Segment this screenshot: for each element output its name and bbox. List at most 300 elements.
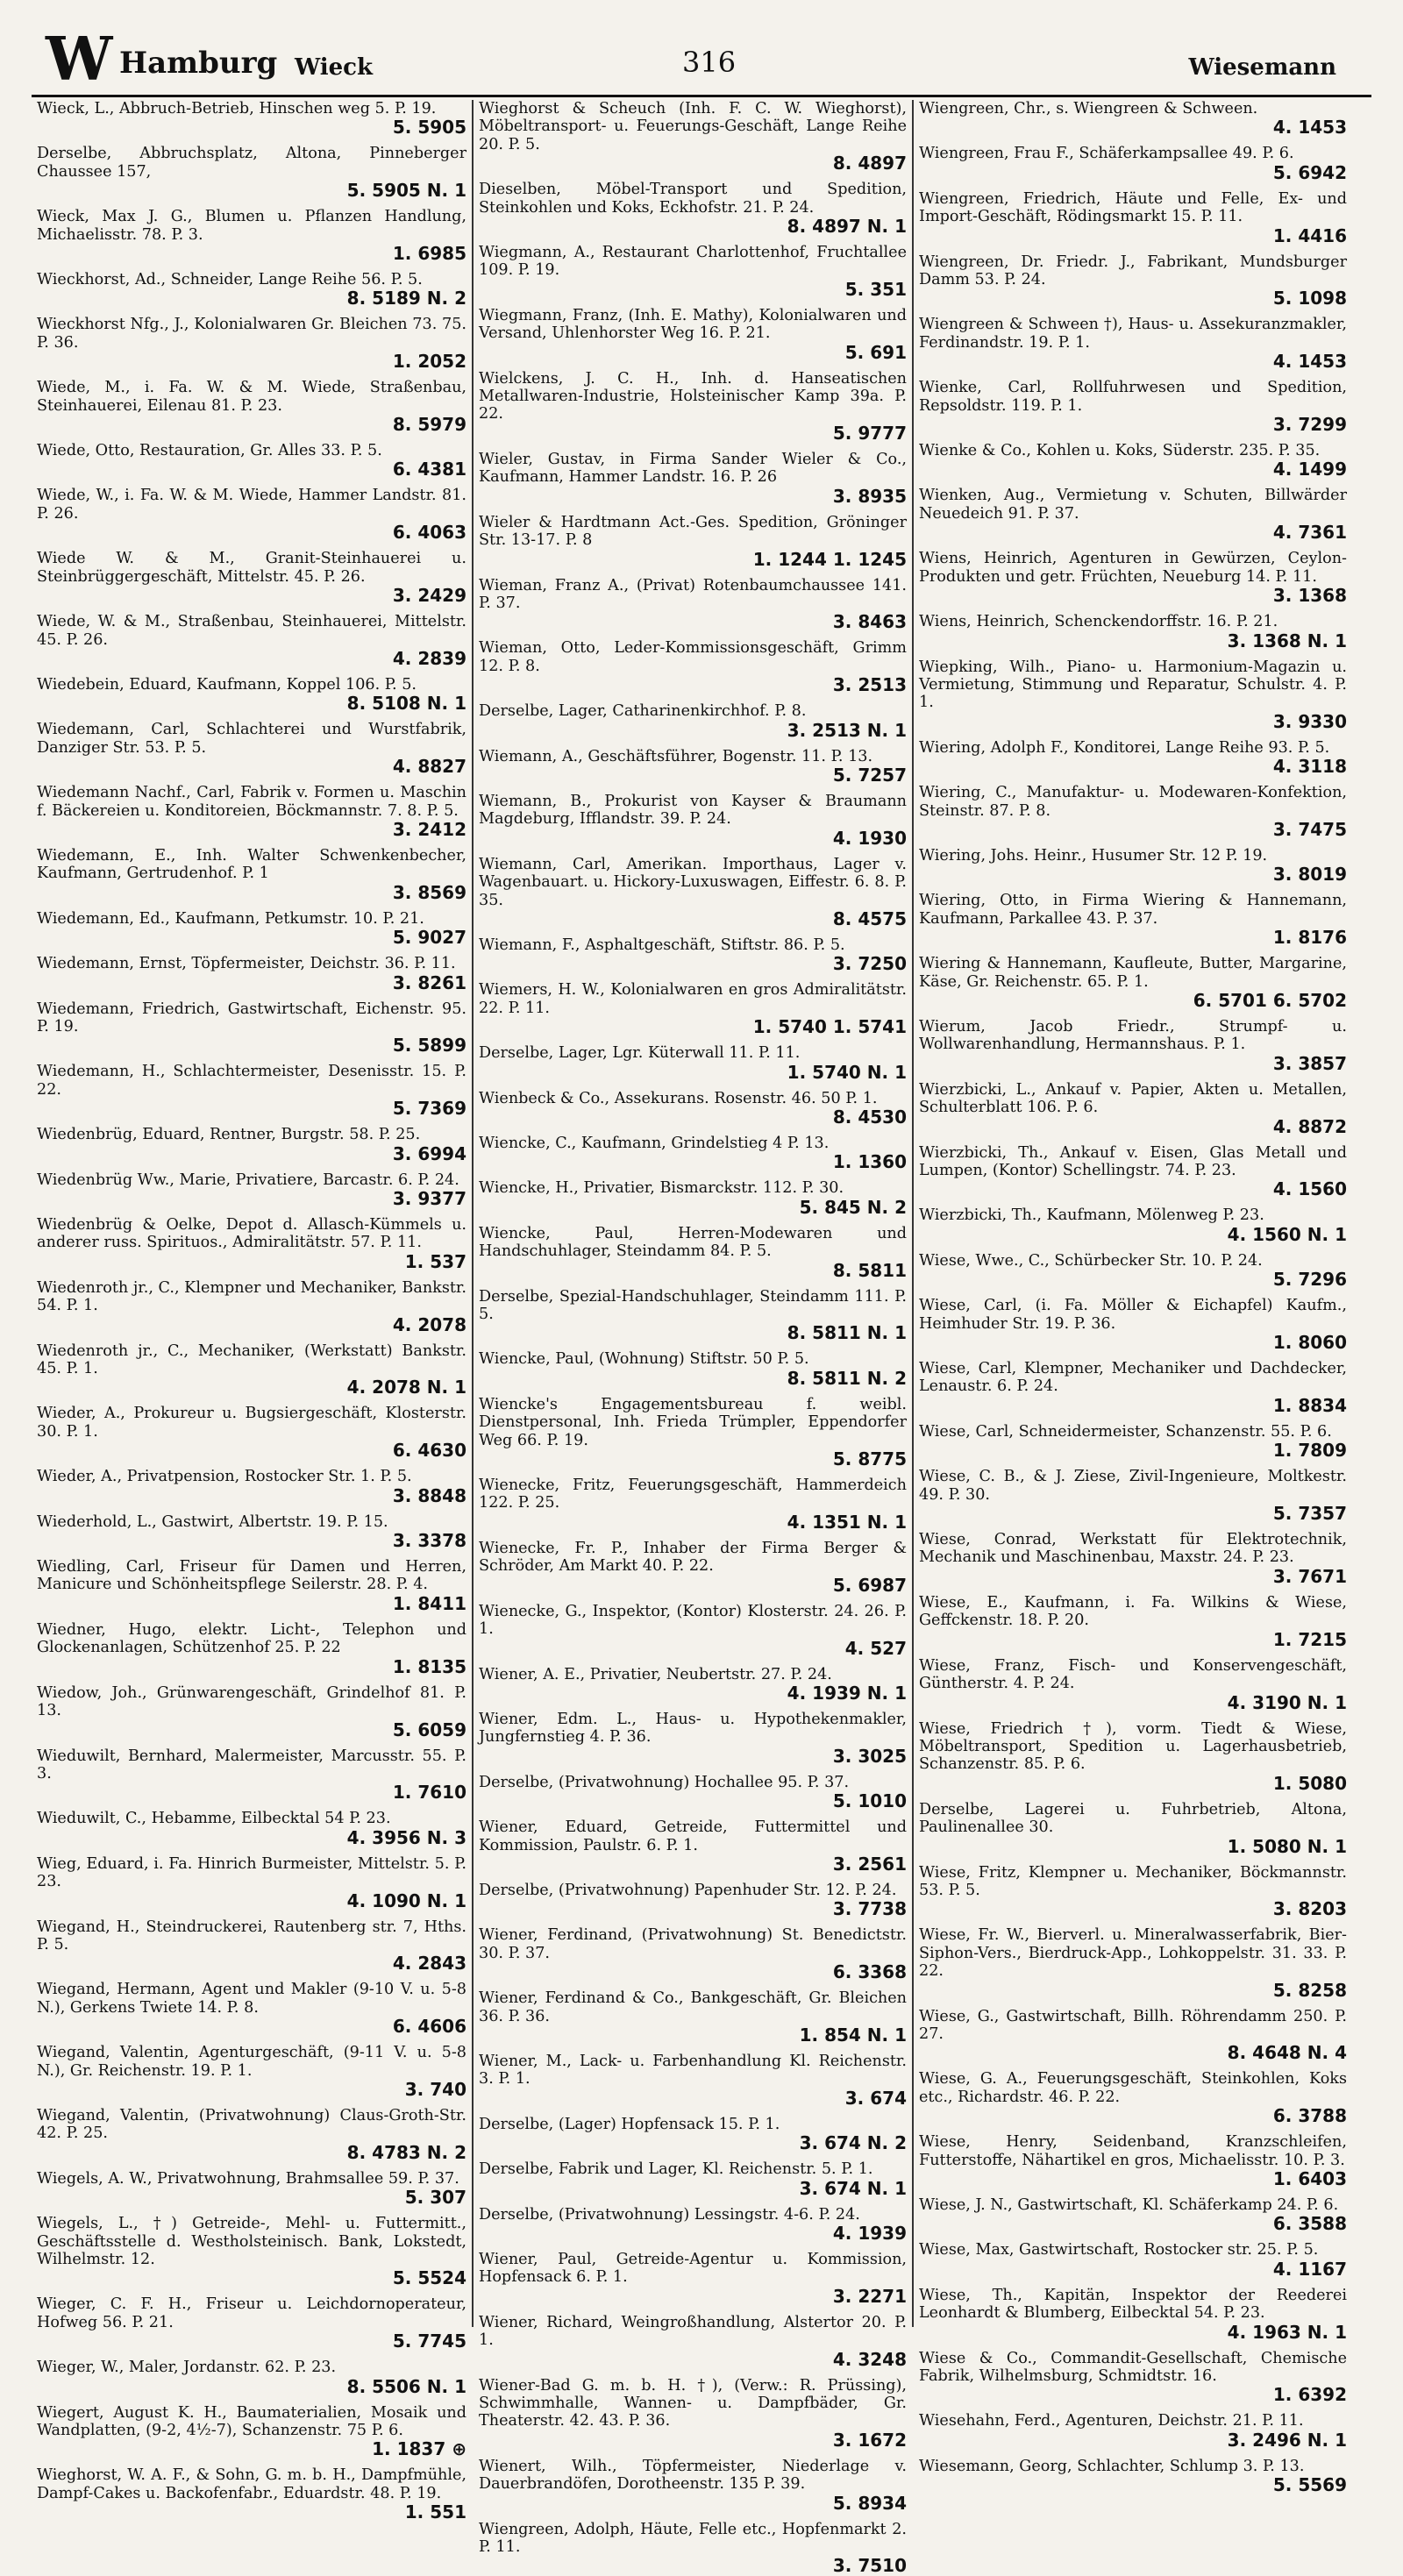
entry-phone-number: 1. 1244 1. 1245: [752, 548, 907, 570]
entry-text: Wiering, Johs. Heinr., Husumer Str. 12 P. 19.: [919, 846, 1268, 865]
entry-text: Wieg, Eduard, i. Fa. Hinrich Burmeister, Mittelstr. 5. P. 23.: [37, 1854, 466, 1891]
directory-entry: [919, 190, 1347, 246]
entry-text: Wieder, A., Prokureur u. Bugsiergeschäft, Klosterstr. 30. P. 1.: [37, 1405, 466, 1441]
entry-text: Wieghorst, W. A. F., & Sohn, G. m. b. H., Dampfmühle, Dampf-Cakes u. Backofenfabr., Eduardstr. 48. P. 19.: [37, 2466, 466, 2502]
directory-entry: [37, 379, 466, 435]
entry-text: Wieck, L., Abbruch-Betrieb, Hinschen weg 5. P. 19.: [37, 100, 437, 117]
directory-entry: [919, 379, 1347, 435]
directory-entry: [37, 1468, 466, 1505]
entry-phone-number: 6. 3368: [832, 1961, 907, 1983]
entry-phone-number: 5. 9777: [832, 422, 907, 444]
directory-entry: [919, 1206, 1347, 1244]
directory-entry: [37, 2295, 466, 2352]
directory-entry: [919, 145, 1347, 182]
entry-phone-number: 6. 4063: [392, 522, 466, 544]
entry-text: Wienke, Carl, Rollfuhrwesen und Spedition, Repsoldstr. 119. P. 1.: [919, 379, 1347, 415]
directory-entry: [479, 1711, 907, 1767]
entry-text: Wieck, Max J. G., Blumen u. Pflanzen Handlung, Michaelisstr. 78. P. 3.: [37, 208, 466, 244]
entry-phone-number: 4. 1930: [832, 827, 907, 849]
entry-text: Wiegand, H., Steindruckerei, Rautenberg str. 7, Hths. P. 5.: [37, 1918, 466, 1953]
entry-text: Wieman, Franz A., (Privat) Rotenbaumchaussee 141. P. 37.: [479, 576, 907, 612]
directory-entry: [479, 1818, 907, 1875]
entry-text: Wiener, A. E., Privatier, Neubertstr. 27. P. 24.: [479, 1665, 832, 1683]
section-letter: W: [46, 25, 113, 95]
entry-phone-number: 8. 4575: [832, 907, 907, 929]
entry-text: Wiegels, L., †) Getreide-, Mehl- u. Futtermitt., Geschäftsstelle d. Westholsteinisch. Bank, Lokstedt, Wilhelmstr. 12.: [37, 2215, 466, 2268]
entry-phone-number: 4. 3956 N. 3: [346, 1826, 466, 1848]
directory-entry: [919, 2070, 1347, 2126]
entry-phone-number: 8. 5108 N. 1: [346, 693, 466, 715]
entry-text: Derselbe, Lagerei u. Fuhrbetrieb, Altona, Paulinenallee 30.: [919, 1800, 1347, 1837]
entry-phone-number: 4. 7361: [1272, 522, 1347, 544]
entry-phone-number: 1. 4416: [1272, 224, 1347, 246]
directory-entry: [479, 2251, 907, 2307]
entry-phone-number: 5. 7296: [1272, 1269, 1347, 1291]
entry-text: Wieckhorst, Ad., Schneider, Lange Reihe 56. P. 5.: [37, 271, 423, 289]
entry-text: Wiese, Conrad, Werkstatt für Elektrotechnik, Mechanik und Maschinenbau, Maxstr. 24. P. 23.: [919, 1531, 1347, 1567]
directory-entry: [479, 1135, 907, 1172]
directory-entry: [479, 2206, 907, 2244]
entry-phone-number: 4. 1167: [1272, 2258, 1347, 2280]
directory-entry: [37, 1342, 466, 1398]
directory-entry: [37, 721, 466, 777]
directory-entry: [37, 1000, 466, 1057]
entry-text: Wielckens, J. C. H., Inh. d. Hanseatischen Metallwaren-Industrie, Holsteinischer Kamp 39a. P. 22.: [479, 369, 907, 423]
directory-entry: [479, 1225, 907, 1281]
entry-phone-number: 1. 7215: [1272, 1628, 1347, 1650]
directory-entry: [919, 1926, 1347, 2000]
entry-text: Wiese, Franz, Fisch- und Konservengeschäft, Güntherstr. 4. P. 24.: [919, 1656, 1347, 1693]
entry-text: Wiede, W. & M., Straßenbau, Steinhauerei, Mittelstr. 45. P. 26.: [37, 613, 466, 649]
directory-entry: [37, 145, 466, 201]
entry-text: Wieman, Otto, Leder-Kommissionsgeschäft, Grimm 12. P. 8.: [479, 639, 907, 675]
directory-entry: [479, 702, 907, 740]
entry-phone-number: 5. 845 N. 2: [799, 1196, 907, 1218]
entry-text: Wieckhorst Nfg., J., Kolonialwaren Gr. Bleichen 73. 75. P. 36.: [37, 316, 466, 352]
directory-entry: [919, 2350, 1347, 2406]
entry-text: Wiener, Edm. L., Haus- u. Hypothekenmakler, Jungfernstieg 4. P. 36.: [479, 1710, 907, 1747]
directory-entry: [919, 1360, 1347, 1416]
entry-text: Derselbe, (Privatwohnung) Papenhuder Str. 12. P. 24.: [479, 1881, 897, 1899]
entry-text: Wieghorst & Scheuch (Inh. F. C. W. Wieghorst), Möbeltransport- u. Feuerungs-Geschäft, Lange Reihe 20. P. 5.: [479, 100, 907, 153]
entry-text: Dieselben, Möbel-Transport und Spedition, Steinkohlen und Koks, Eckhofstr. 21. P. 24.: [479, 181, 907, 217]
entry-phone-number: 1. 854 N. 1: [799, 2024, 907, 2046]
directory-entry: [919, 442, 1347, 480]
entry-phone-number: 3. 9330: [1272, 710, 1347, 732]
entry-phone-number: 3. 7475: [1272, 818, 1347, 840]
entry-phone-number: 3. 674: [844, 2087, 907, 2109]
entry-phone-number: 4. 1560 N. 1: [1227, 1223, 1347, 1245]
entry-text: Wiegert, August K. H., Baumaterialien, Mosaik und Wandplatten, (9-2, 4½-7), Schanzenstr. 75 P. 6.: [37, 2403, 466, 2440]
directory-entry: [919, 1252, 1347, 1290]
entry-text: Wiens, Heinrich, Schenckendorffstr. 16. P. 21.: [919, 613, 1278, 631]
entry-text: Wiedow, Joh., Grünwarengeschäft, Grindelhof 81. P. 13.: [37, 1683, 466, 1720]
entry-text: Wierzbicki, Th., Kaufmann, Mölenweg P. 23.: [919, 1206, 1264, 1225]
entry-text: Wiengreen, Frau F., Schäferkampsallee 49. P. 6.: [919, 145, 1294, 163]
entry-text: Wiese, Wwe., C., Schürbecker Str. 10. P. 24.: [919, 1251, 1263, 1270]
entry-text: Wiegand, Hermann, Agent und Makler (9-10 V. u. 5-8 N.), Gerkens Twiete 14. P. 8.: [37, 1981, 466, 2017]
directory-entry: [479, 2458, 907, 2514]
entry-phone-number: 8. 5811: [832, 1259, 907, 1281]
entry-phone-number: 5. 5905: [392, 117, 466, 139]
entry-phone-number: 5. 1010: [832, 1790, 907, 1812]
entry-text: Derselbe, Spezial-Handschuhlager, Steindamm 111. P. 5.: [479, 1287, 907, 1324]
entry-text: Wiering, C., Manufaktur- u. Modewaren-Konfektion, Steinstr. 87. P. 8.: [919, 784, 1347, 820]
entry-text: Derselbe, (Privatwohnung) Hochallee 95. P. 37.: [479, 1773, 850, 1791]
directory-entry: [37, 1513, 466, 1551]
entry-text: Wieger, W., Maler, Jordanstr. 62. P. 23.: [37, 2359, 337, 2377]
entry-phone-number: 5. 8934: [832, 2492, 907, 2514]
entry-phone-number: 3. 2513 N. 1: [787, 719, 907, 741]
entry-text: Wienecke, Fr. P., Inhaber der Firma Berger & Schröder, Am Markt 40. P. 22.: [479, 1539, 907, 1576]
entry-phone-number: 5. 7745: [392, 2330, 466, 2352]
entry-phone-number: 3. 1368 N. 1: [1227, 630, 1347, 651]
entry-text: Wiedner, Hugo, elektr. Licht-, Telephon und Glockenanlagen, Schützenhof 25. P. 22: [37, 1620, 466, 1657]
entry-phone-number: 4. 8872: [1272, 1115, 1347, 1137]
entry-phone-number: 3. 9377: [392, 1188, 466, 1209]
entry-phone-number: 4. 1560: [1272, 1178, 1347, 1200]
entry-text: Wiese, J. N., Gastwirtschaft, Kl. Schäferkamp 24. P. 6.: [919, 2196, 1339, 2214]
entry-phone-number: 1. 8176: [1272, 927, 1347, 949]
entry-phone-number: 3. 8203: [1272, 1898, 1347, 1920]
directory-entry: [919, 1297, 1347, 1353]
directory-entry: [919, 2287, 1347, 2343]
directory-column: [32, 100, 472, 2523]
directory-entry: [37, 1558, 466, 1614]
entry-text: Wiese, Carl, Schneidermeister, Schanzenstr. 55. P. 6.: [919, 1422, 1332, 1441]
directory-entry: [919, 2133, 1347, 2189]
entry-phone-number: 3. 2561: [832, 1853, 907, 1875]
entry-text: Wiedenbrüg Ww., Marie, Privatiere, Barcastr. 6. P. 24.: [37, 1171, 459, 1189]
entry-phone-number: 5. 307: [404, 2187, 466, 2209]
directory-columns: [32, 100, 1371, 2576]
directory-entry: [479, 1603, 907, 1659]
directory-entry: [919, 1531, 1347, 1587]
directory-entry: [479, 793, 907, 849]
entry-phone-number: 3. 2271: [832, 2285, 907, 2307]
entry-phone-number: 4. 3190 N. 1: [1227, 1691, 1347, 1713]
entry-phone-number: 3. 1672: [832, 2429, 907, 2451]
entry-text: Wiedebein, Eduard, Kaufmann, Koppel 106. P. 5.: [37, 675, 417, 694]
entry-phone-number: 1. 5080 N. 1: [1227, 1835, 1347, 1857]
directory-entry: [37, 2466, 466, 2523]
entry-phone-number: 4. 1453: [1272, 117, 1347, 139]
entry-text: Wiering, Otto, in Firma Wiering & Hannemann, Kaufmann, Parkallee 43. P. 37.: [919, 892, 1347, 928]
entry-phone-number: 3. 740: [404, 2078, 466, 2100]
entry-phone-number: 6. 4606: [392, 2016, 466, 2038]
entry-text: Wiese, G. A., Feuerungsgeschäft, Steinkohlen, Koks etc., Richardstr. 46. P. 22.: [919, 2070, 1347, 2106]
entry-phone-number: 3. 2513: [832, 674, 907, 696]
directory-entry: [479, 1044, 907, 1082]
entry-text: Wiese, Carl, Klempner, Mechaniker und Dachdecker, Lenaustr. 6. P. 24.: [919, 1360, 1347, 1396]
directory-entry: [479, 1396, 907, 1469]
directory-entry: [479, 981, 907, 1037]
directory-entry: [37, 2215, 466, 2288]
entry-phone-number: 3. 8569: [392, 881, 466, 903]
directory-entry: [37, 316, 466, 372]
directory-entry: [37, 1810, 466, 1847]
directory-entry: [919, 847, 1347, 885]
directory-entry: [37, 2107, 466, 2163]
entry-phone-number: 1. 5080: [1272, 1772, 1347, 1794]
directory-entry: [919, 1081, 1347, 1137]
directory-entry: [919, 1864, 1347, 1920]
directory-entry: [919, 1018, 1347, 1074]
directory-entry: [919, 2458, 1347, 2495]
entry-phone-number: 5. 8775: [832, 1448, 907, 1470]
entry-text: Wienecke, Fritz, Feuerungsgeschäft, Hammerdeich 122. P. 25.: [479, 1477, 907, 1512]
entry-phone-number: 4. 2843: [392, 1953, 466, 1975]
directory-entry: [919, 613, 1347, 651]
entry-text: Wiegand, Valentin, (Privatwohnung) Claus-Groth-Str. 42. P. 25.: [37, 2106, 466, 2143]
entry-phone-number: 1. 1360: [832, 1151, 907, 1173]
entry-phone-number: 5. 6059: [392, 1719, 466, 1740]
entry-phone-number: 3. 674 N. 2: [799, 2132, 907, 2154]
entry-text: Wiese, Henry, Seidenband, Kranzschleifen, Futterstoffe, Nähartikel en gros, Michaelisstr. 10. P. 3.: [919, 2133, 1347, 2169]
directory-entry: [479, 451, 907, 507]
entry-text: Wiengreen, Chr., s. Wiengreen & Schween.: [919, 100, 1258, 117]
entry-phone-number: 1. 8411: [392, 1592, 466, 1614]
entry-phone-number: 8. 4897: [832, 153, 907, 174]
directory-entry: [479, 1882, 907, 1919]
entry-text: Wiese, Th., Kapitän, Inspektor der Reederei Leonhardt & Blumberg, Eilbecktal 54. P. 23.: [919, 2286, 1347, 2323]
directory-entry: [37, 784, 466, 840]
entry-text: Wiener-Bad G. m. b. H. †), (Verw.: R. Prüssing), Schwimmhalle, Wannen- u. Dampfbäder, Gr. Theaterstr. 42. 43. P. 36.: [479, 2376, 907, 2430]
entry-text: Wiedenbrüg, Eduard, Rentner, Burgstr. 58. P. 25.: [37, 1126, 421, 1144]
directory-entry: [919, 1720, 1347, 1794]
entry-phone-number: 4. 527: [844, 1637, 907, 1659]
entry-phone-number: 4. 2078: [392, 1313, 466, 1335]
directory-entry: [479, 370, 907, 444]
entry-phone-number: 3. 2496 N. 1: [1227, 2429, 1347, 2451]
page-header: [32, 25, 1371, 97]
entry-phone-number: 8. 5979: [392, 414, 466, 436]
entry-phone-number: 1. 6985: [392, 243, 466, 265]
entry-text: Wiegmann, Franz, (Inh. E. Mathy), Kolonialwaren und Versand, Uhlenhorster Weg 16. P. 21.: [479, 306, 907, 343]
entry-text: Wiencke, Paul, Herren-Modewaren und Handschuhlager, Steindamm 84. P. 5.: [479, 1224, 907, 1261]
entry-phone-number: 1. 1837 ⊕: [372, 2438, 466, 2460]
directory-entry: [37, 2044, 466, 2100]
entry-phone-number: 3. 3857: [1272, 1052, 1347, 1074]
directory-entry: [479, 2116, 907, 2153]
directory-entry: [37, 2404, 466, 2460]
directory-entry: [919, 487, 1347, 543]
entry-text: Derselbe, (Privatwohnung) Lessingstr. 4-6. P. 24.: [479, 2205, 860, 2224]
directory-entry: [37, 1063, 466, 1119]
entry-phone-number: 5. 351: [844, 278, 907, 300]
entry-text: Wiese, Max, Gastwirtschaft, Rostocker str. 25. P. 5.: [919, 2241, 1319, 2259]
directory-entry: [37, 1621, 466, 1677]
entry-text: Wiencke, H., Privatier, Bismarckstr. 112. P. 30.: [479, 1179, 844, 1198]
directory-entry: [37, 1171, 466, 1209]
entry-text: Derselbe, Lager, Catharinenkirchhof. P. 8.: [479, 702, 807, 721]
entry-phone-number: 8. 4530: [832, 1107, 907, 1128]
entry-phone-number: 1. 5740 1. 5741: [752, 1016, 907, 1038]
range-end: Wiesemann: [1188, 54, 1336, 81]
entry-phone-number: 1. 551: [404, 2501, 466, 2523]
directory-entry: [479, 577, 907, 633]
entry-phone-number: 4. 1939: [832, 2223, 907, 2244]
directory-entry: [919, 100, 1347, 138]
entry-phone-number: 3. 8935: [832, 485, 907, 507]
entry-phone-number: 6. 5701 6. 5702: [1193, 989, 1347, 1011]
entry-text: Wiede, W., i. Fa. W. & M. Wiede, Hammer Landstr. 81. P. 26.: [37, 487, 466, 523]
entry-text: Wiesemann, Georg, Schlachter, Schlump 3. P. 13.: [919, 2457, 1305, 2475]
directory-entry: [479, 1774, 907, 1811]
directory-entry: [479, 1477, 907, 1533]
directory-entry: [479, 1926, 907, 1982]
entry-phone-number: 5. 7357: [1272, 1503, 1347, 1525]
entry-phone-number: 5. 5524: [392, 2267, 466, 2289]
range-start: Wieck: [295, 54, 374, 81]
entry-phone-number: 4. 1453: [1272, 351, 1347, 373]
entry-phone-number: 1. 6392: [1272, 2384, 1347, 2406]
directory-entry: [479, 856, 907, 929]
entry-text: Wiese & Co., Commandit-Gesellschaft, Chemische Fabrik, Wilhelmsburg, Schmidtstr. 16.: [919, 2349, 1347, 2386]
directory-entry: [919, 2196, 1347, 2234]
entry-phone-number: 1. 2052: [392, 351, 466, 373]
entry-text: Derselbe, Abbruchsplatz, Altona, Pinneberger Chaussee 157,: [37, 145, 466, 181]
directory-entry: [37, 1405, 466, 1461]
entry-text: Wiese, C. B., & J. Ziese, Zivil-Ingenieure, Moltkestr. 49. P. 30.: [919, 1468, 1347, 1504]
directory-entry: [37, 1747, 466, 1804]
entry-text: Wiesehahn, Ferd., Agenturen, Deichstr. 21. P. 11.: [919, 2412, 1304, 2430]
entry-text: Wieduwilt, C., Hebamme, Eilbecktal 54 P. 23.: [37, 1810, 391, 1828]
entry-text: Wieder, A., Privatpension, Rostocker Str. 1. P. 5.: [37, 1468, 412, 1486]
entry-text: Wienert, Wilh., Töpfermeister, Niederlage v. Dauerbrandöfen, Dorotheenstr. 135 P. 39.: [479, 2457, 907, 2494]
directory-entry: [479, 2160, 907, 2198]
entry-text: Wiener, Eduard, Getreide, Futtermittel und Kommission, Paulstr. 6. P. 1.: [479, 1818, 907, 1854]
directory-entry: [37, 442, 466, 480]
entry-phone-number: 1. 6403: [1272, 2168, 1347, 2189]
directory-entry: [919, 1594, 1347, 1650]
entry-phone-number: 3. 8848: [392, 1484, 466, 1506]
entry-text: Wiedemann, E., Inh. Walter Schwenkenbecher, Kaufmann, Gertrudenhof. P. 1: [37, 846, 466, 883]
entry-phone-number: 1. 5740 N. 1: [787, 1061, 907, 1083]
directory-entry: [919, 784, 1347, 840]
entry-phone-number: 5. 7257: [832, 764, 907, 786]
page-number: 316: [682, 46, 737, 79]
entry-phone-number: 5. 7369: [392, 1098, 466, 1120]
entry-phone-number: 4. 1351 N. 1: [787, 1511, 907, 1533]
entry-text: Wiese, G., Gastwirtschaft, Billh. Röhrendamm 250. P. 27.: [919, 2007, 1347, 2043]
entry-phone-number: 8. 5189 N. 2: [346, 288, 466, 310]
entry-text: Wiener, Ferdinand & Co., Bankgeschäft, Gr. Bleichen 36. P. 36.: [479, 1989, 907, 2025]
entry-phone-number: 4. 3118: [1272, 756, 1347, 778]
entry-phone-number: 8. 4897 N. 1: [787, 216, 907, 238]
entry-text: Wiemann, F., Asphaltgeschäft, Stiftstr. 86. P. 5.: [479, 936, 845, 954]
directory-column: [472, 100, 912, 2576]
directory-entry: [37, 1684, 466, 1740]
directory-entry: [37, 550, 466, 606]
entry-phone-number: 4. 1939 N. 1: [787, 1682, 907, 1704]
entry-text: Wiemann, Carl, Amerikan. Importhaus, Lager v. Wagenbauart. u. Hickory-Luxuswagen, Eiffestr. 6. 8. P. 35.: [479, 855, 907, 909]
directory-entry: [479, 181, 907, 237]
entry-phone-number: 3. 2429: [392, 585, 466, 607]
entry-text: Wiedenbrüg & Oelke, Depot d. Allasch-Kümmels u. anderer russ. Spirituos., Admiralitätstr. 57. P. 11.: [37, 1216, 466, 1252]
entry-phone-number: 1. 8060: [1272, 1332, 1347, 1354]
directory-entry: [919, 2241, 1347, 2279]
entry-text: Wiener, Ferdinand, (Privatwohnung) St. Benedictstr. 30. P. 37.: [479, 1926, 907, 1962]
entry-phone-number: 4. 8827: [392, 756, 466, 778]
directory-entry: [479, 1666, 907, 1704]
entry-text: Wiegmann, A., Restaurant Charlottenhof, Fruchtallee 109. P. 19.: [479, 244, 907, 280]
entry-text: Wiegand, Valentin, Agenturgeschäft, (9-11 V. u. 5-8 N.), Gr. Reichenstr. 19. P. 1.: [37, 2044, 466, 2080]
entry-text: Wiengreen & Schween †), Haus- u. Assekuranzmakler, Ferdinandstr. 19. P. 1.: [919, 316, 1347, 352]
entry-phone-number: 5. 5899: [392, 1035, 466, 1057]
entry-text: Wiepking, Wilh., Piano- u. Harmonium-Magazin u. Vermietung, Stimmung und Reparatur, Schulstr. 4. P. 1.: [919, 658, 1347, 712]
entry-text: Wieger, C. F. H., Friseur u. Leichdornoperateur, Hofweg 56. P. 21.: [37, 2295, 466, 2331]
entry-phone-number: 4. 3248: [832, 2348, 907, 2370]
entry-phone-number: 6. 3788: [1272, 2105, 1347, 2127]
entry-phone-number: 5. 9027: [392, 927, 466, 949]
entry-phone-number: 3. 3378: [392, 1530, 466, 1552]
directory-entry: [37, 208, 466, 264]
entry-text: Wiedemann Nachf., Carl, Fabrik v. Formen u. Maschin f. Bäckereien u. Konditoreien, Böckmannstr. 7. 8. P. 5.: [37, 784, 466, 820]
directory-entry: [919, 1657, 1347, 1713]
entry-phone-number: 3. 1368: [1272, 585, 1347, 607]
directory-entry: [37, 613, 466, 669]
entry-phone-number: 3. 7250: [832, 953, 907, 975]
entry-text: Wiede W. & M., Granit-Steinhauerei u. Steinbrüggergeschäft, Mittelstr. 45. P. 26.: [37, 550, 466, 586]
entry-phone-number: 1. 7809: [1272, 1440, 1347, 1462]
directory-entry: [37, 1918, 466, 1975]
directory-entry: [479, 2521, 907, 2576]
directory-entry: [37, 676, 466, 714]
entry-text: Wienbeck & Co., Assekurans. Rosenstr. 46. 50 P. 1.: [479, 1089, 878, 1107]
entry-phone-number: 3. 7738: [832, 1898, 907, 1920]
entry-text: Wierzbicki, L., Ankauf v. Papier, Akten u. Metallen, Schulterblatt 106. P. 6.: [919, 1080, 1347, 1117]
entry-text: Wienken, Aug., Vermietung v. Schuten, Billwärder Neuedeich 91. P. 37.: [919, 487, 1347, 523]
directory-entry: [479, 2053, 907, 2109]
entry-phone-number: 3. 7299: [1272, 414, 1347, 436]
entry-text: Wiese, E., Kaufmann, i. Fa. Wilkins & Wiese, Geffckenstr. 18. P. 20.: [919, 1593, 1347, 1630]
entry-text: Wiengreen, Friedrich, Häute und Felle, Ex- und Import-Geschäft, Rödingsmarkt 15. P. 11.: [919, 189, 1347, 226]
entry-text: Wiener, M., Lack- u. Farbenhandlung Kl. Reichenstr. 3. P. 1.: [479, 2052, 907, 2089]
entry-text: Wiedling, Carl, Friseur für Damen und Herren, Manicure und Schönheitspflege Seilerstr. 28. P. 4.: [37, 1558, 466, 1594]
entry-text: Wiedenroth jr., C., Klempner und Mechaniker, Bankstr. 54. P. 1.: [37, 1278, 466, 1315]
directory-entry: [479, 936, 907, 974]
directory-entry: [919, 2412, 1347, 2450]
entry-phone-number: 4. 1499: [1272, 459, 1347, 480]
directory-entry: [479, 1179, 907, 1217]
directory-entry: [37, 487, 466, 543]
directory-entry: [37, 1126, 466, 1163]
entry-phone-number: 5. 6942: [1272, 161, 1347, 183]
directory-entry: [37, 847, 466, 903]
directory-entry: [479, 100, 907, 174]
directory-entry: [37, 1216, 466, 1272]
directory-entry: [919, 892, 1347, 948]
entry-phone-number: 5. 691: [844, 341, 907, 363]
entry-phone-number: 4. 2839: [392, 647, 466, 669]
entry-phone-number: 4. 1090 N. 1: [346, 1889, 466, 1911]
directory-entry: [919, 316, 1347, 372]
entry-phone-number: 3. 8463: [832, 611, 907, 633]
entry-text: Wiencke's Engagementsbureau f. weibl. Dienstpersonal, Inh. Frieda Trümpler, Eppendorfer Weg 66. P. 19.: [479, 1395, 907, 1449]
directory-entry: [479, 1288, 907, 1344]
entry-phone-number: 6. 4381: [392, 459, 466, 480]
directory-entry: [37, 1279, 466, 1335]
directory-entry: [919, 1423, 1347, 1461]
directory-entry: [479, 2314, 907, 2370]
directory-entry: [37, 910, 466, 948]
directory-entry: [37, 2170, 466, 2208]
entry-phone-number: 6. 4630: [392, 1440, 466, 1462]
entry-text: Wiering, Adolph F., Konditorei, Lange Reihe 93. P. 5.: [919, 738, 1330, 757]
directory-entry: [479, 307, 907, 363]
entry-phone-number: 5. 6987: [832, 1574, 907, 1596]
